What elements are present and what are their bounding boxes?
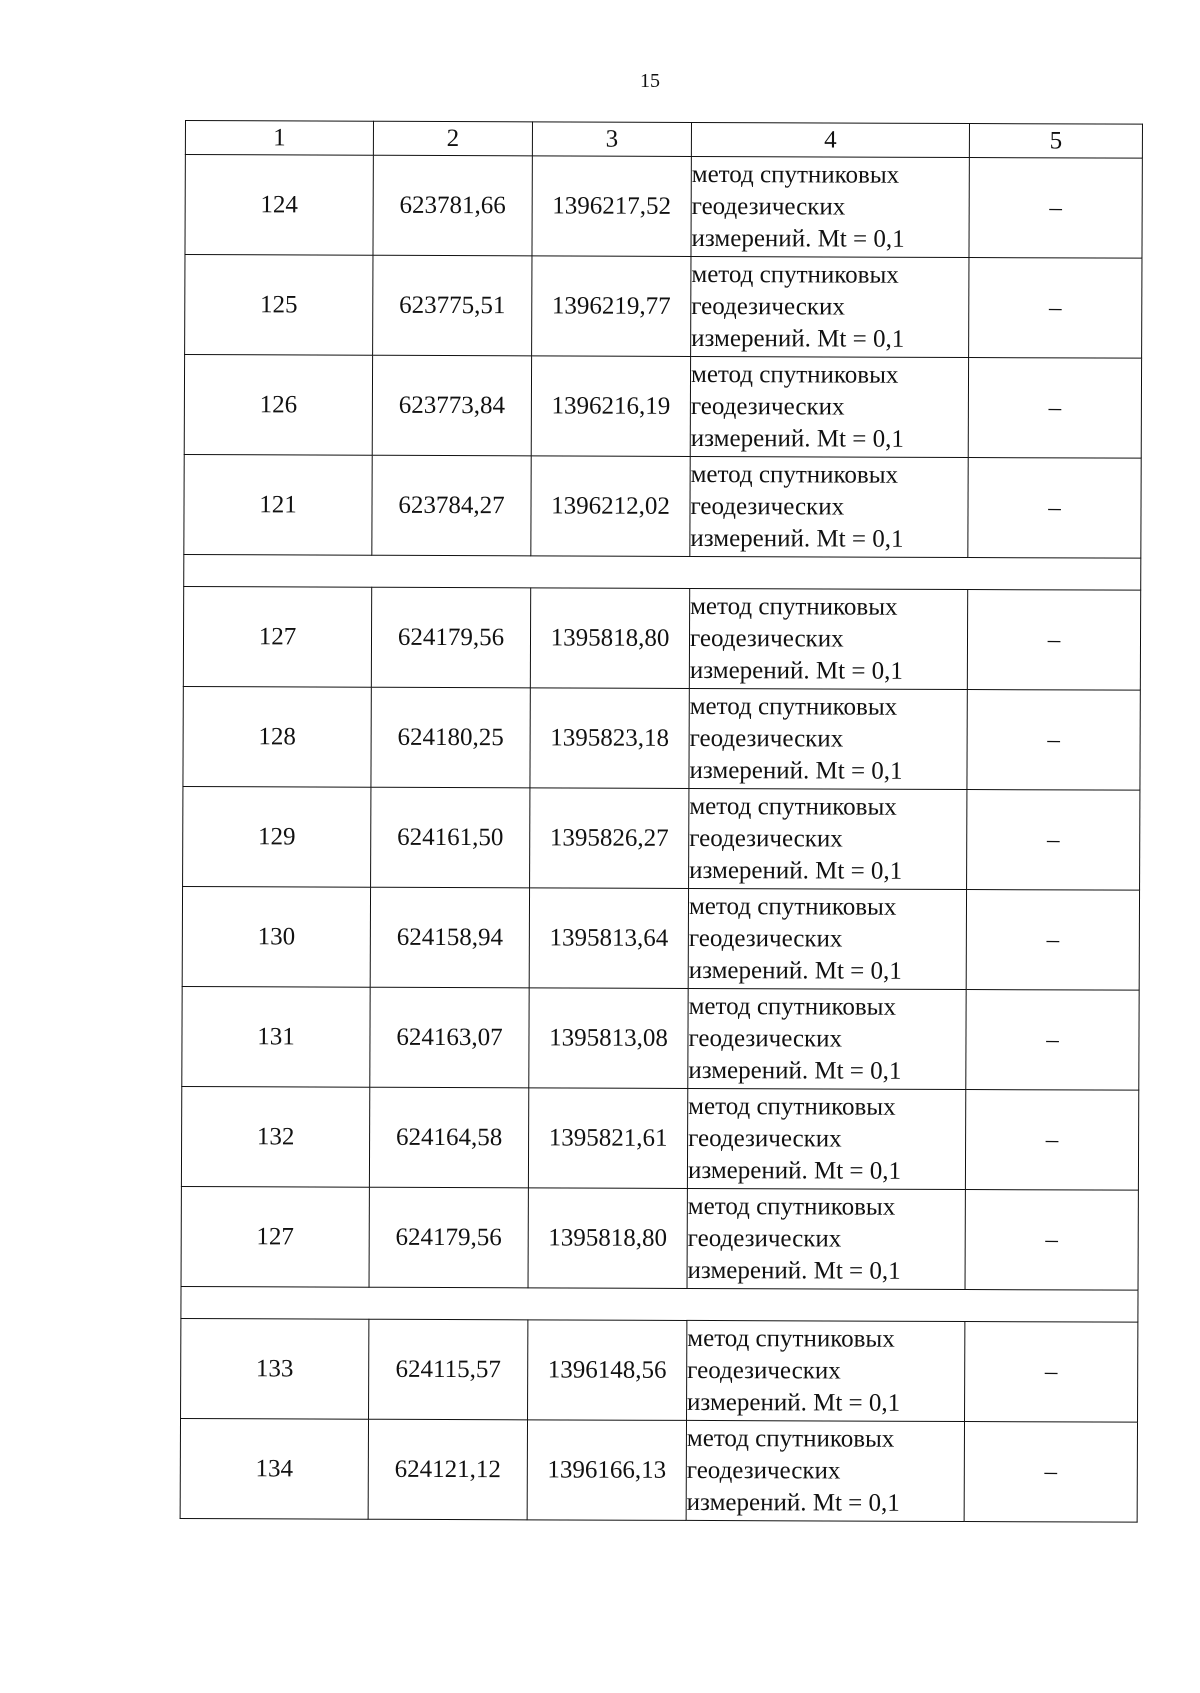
note-cell: –: [967, 690, 1140, 791]
method-cell: [689, 788, 967, 889]
point-number-cell: 127: [183, 586, 371, 687]
y-coordinate-cell: 1395813,64: [529, 888, 688, 989]
method-line: метод спутниковых: [690, 360, 899, 389]
note-cell: –: [968, 358, 1141, 459]
table-row: [183, 686, 1140, 790]
table-row: [182, 986, 1139, 1090]
y-coordinate-cell: 1395821,61: [528, 1088, 687, 1189]
method-cell: [690, 456, 968, 557]
table-body: [180, 155, 1142, 1523]
note-cell: –: [965, 1090, 1138, 1191]
point-number-cell: 125: [185, 255, 373, 356]
table-row: [184, 454, 1141, 558]
table-row: [181, 1186, 1138, 1290]
method-cell: [688, 988, 966, 1089]
x-coordinate-cell: 624179,56: [369, 1187, 528, 1288]
method-line: геодезических: [687, 1356, 841, 1385]
point-number-cell: 133: [181, 1318, 369, 1419]
method-line: геодезических: [688, 1124, 842, 1153]
y-coordinate-cell: 1396216,19: [531, 356, 690, 457]
table-row: [185, 255, 1142, 359]
method-cell: [689, 688, 967, 789]
method-line: метод спутниковых: [691, 260, 899, 289]
method-cell: [689, 588, 967, 689]
table-row: [183, 586, 1140, 690]
method-line: геодезических: [690, 492, 845, 521]
method-cell: [690, 356, 968, 457]
table-row: [184, 355, 1141, 459]
column-header-2: 2: [373, 121, 532, 156]
method-line: измерений. Mt = 0,1: [691, 224, 905, 253]
separator-cell: [181, 1286, 1138, 1322]
method-line: метод спутниковых: [689, 792, 897, 821]
note-cell: –: [965, 1190, 1138, 1291]
x-coordinate-cell: 624179,56: [371, 587, 530, 688]
note-cell: –: [965, 1322, 1138, 1423]
x-coordinate-cell: 624161,50: [371, 787, 530, 888]
note-cell: –: [967, 790, 1140, 891]
point-number-cell: 127: [181, 1186, 369, 1287]
method-line: геодезических: [690, 392, 845, 421]
separator-cell: [184, 554, 1141, 590]
method-line: метод спутниковых: [688, 992, 897, 1021]
method-line: измерений. Mt = 0,1: [689, 656, 904, 685]
column-header-3: 3: [532, 122, 691, 157]
method-line: метод спутниковых: [687, 1192, 896, 1221]
method-line: метод спутниковых: [688, 892, 897, 921]
note-cell: –: [966, 890, 1139, 991]
method-line: метод спутниковых: [689, 692, 898, 721]
method-line: метод спутниковых: [686, 1424, 895, 1453]
method-cell: [687, 1088, 965, 1189]
note-cell: –: [967, 590, 1140, 691]
method-cell: [691, 156, 969, 257]
x-coordinate-cell: 624121,12: [368, 1419, 527, 1520]
x-coordinate-cell: 624180,25: [371, 687, 530, 788]
method-line: измерений. Mt = 0,1: [687, 1156, 902, 1185]
method-cell: [688, 888, 966, 989]
x-coordinate-cell: 623775,51: [373, 255, 532, 356]
y-coordinate-cell: 1396217,52: [532, 156, 691, 257]
method-line: геодезических: [686, 1456, 841, 1485]
y-coordinate-cell: 1395826,27: [530, 788, 689, 889]
method-line: измерений. Mt = 0,1: [688, 956, 902, 985]
table-row: [180, 1418, 1137, 1522]
y-coordinate-cell: 1395823,18: [530, 688, 689, 789]
method-line: метод спутниковых: [691, 160, 900, 189]
method-cell: [691, 256, 969, 357]
point-number-cell: 124: [185, 155, 373, 256]
y-coordinate-cell: 1395818,80: [530, 588, 689, 689]
x-coordinate-cell: 623781,66: [373, 155, 532, 256]
method-line: геодезических: [689, 624, 844, 653]
method-cell: [686, 1420, 964, 1521]
column-header-1: 1: [185, 121, 373, 156]
separator-row: [181, 1286, 1138, 1322]
y-coordinate-cell: 1396148,56: [528, 1320, 687, 1421]
column-header-5: 5: [969, 124, 1142, 159]
point-number-cell: 131: [182, 986, 370, 1087]
method-line: измерений. Mt = 0,1: [687, 1256, 901, 1285]
method-line: метод спутниковых: [687, 1324, 895, 1353]
y-coordinate-cell: 1396166,13: [527, 1420, 686, 1521]
separator-row: [184, 554, 1141, 590]
point-number-cell: 130: [182, 886, 370, 987]
method-line: измерений. Mt = 0,1: [688, 1056, 902, 1085]
method-line: измерений. Mt = 0,1: [690, 424, 904, 453]
method-line: геодезических: [689, 824, 843, 853]
note-cell: –: [966, 990, 1139, 1091]
page-number: 15: [640, 70, 660, 92]
method-line: измерений. Mt = 0,1: [689, 856, 903, 885]
table-row: [183, 786, 1140, 890]
method-line: геодезических: [691, 292, 845, 321]
x-coordinate-cell: 623784,27: [372, 455, 531, 556]
point-number-cell: 126: [184, 355, 372, 456]
y-coordinate-cell: 1396212,02: [531, 456, 690, 557]
method-line: геодезических: [687, 1224, 842, 1253]
point-number-cell: 132: [181, 1086, 369, 1187]
method-line: метод спутниковых: [688, 1092, 896, 1121]
method-line: метод спутниковых: [690, 460, 899, 489]
y-coordinate-cell: 1395813,08: [529, 988, 688, 1089]
x-coordinate-cell: 623773,84: [372, 355, 531, 456]
table-row: [185, 155, 1142, 259]
column-header-4: 4: [691, 122, 969, 157]
note-cell: –: [969, 258, 1142, 359]
method-line: измерений. Mt = 0,1: [687, 1388, 901, 1417]
method-line: измерений. Mt = 0,1: [690, 524, 904, 553]
method-line: геодезических: [688, 1024, 843, 1053]
coordinates-table: [180, 120, 1143, 1523]
table-row: [181, 1318, 1138, 1422]
table-row: [182, 886, 1139, 990]
method-cell: [687, 1320, 965, 1421]
x-coordinate-cell: 624164,58: [369, 1087, 528, 1188]
note-cell: –: [964, 1422, 1137, 1523]
header-row: [185, 121, 1142, 159]
point-number-cell: 134: [180, 1418, 368, 1519]
y-coordinate-cell: 1395818,80: [528, 1188, 687, 1289]
method-line: измерений. Mt = 0,1: [689, 756, 903, 785]
point-number-cell: 128: [183, 686, 371, 787]
method-line: геодезических: [689, 724, 844, 753]
y-coordinate-cell: 1396219,77: [532, 256, 691, 357]
x-coordinate-cell: 624163,07: [370, 987, 529, 1088]
x-coordinate-cell: 624115,57: [369, 1319, 528, 1420]
table-row: [181, 1086, 1138, 1190]
method-cell: [687, 1188, 965, 1289]
note-cell: –: [969, 158, 1142, 259]
method-line: метод спутниковых: [690, 592, 898, 621]
note-cell: –: [968, 458, 1141, 559]
method-line: измерений. Mt = 0,1: [686, 1488, 900, 1517]
point-number-cell: 129: [183, 786, 371, 887]
method-line: измерений. Mt = 0,1: [691, 324, 905, 353]
method-line: геодезических: [691, 192, 846, 221]
x-coordinate-cell: 624158,94: [370, 887, 529, 988]
method-line: геодезических: [688, 924, 843, 953]
point-number-cell: 121: [184, 454, 372, 555]
